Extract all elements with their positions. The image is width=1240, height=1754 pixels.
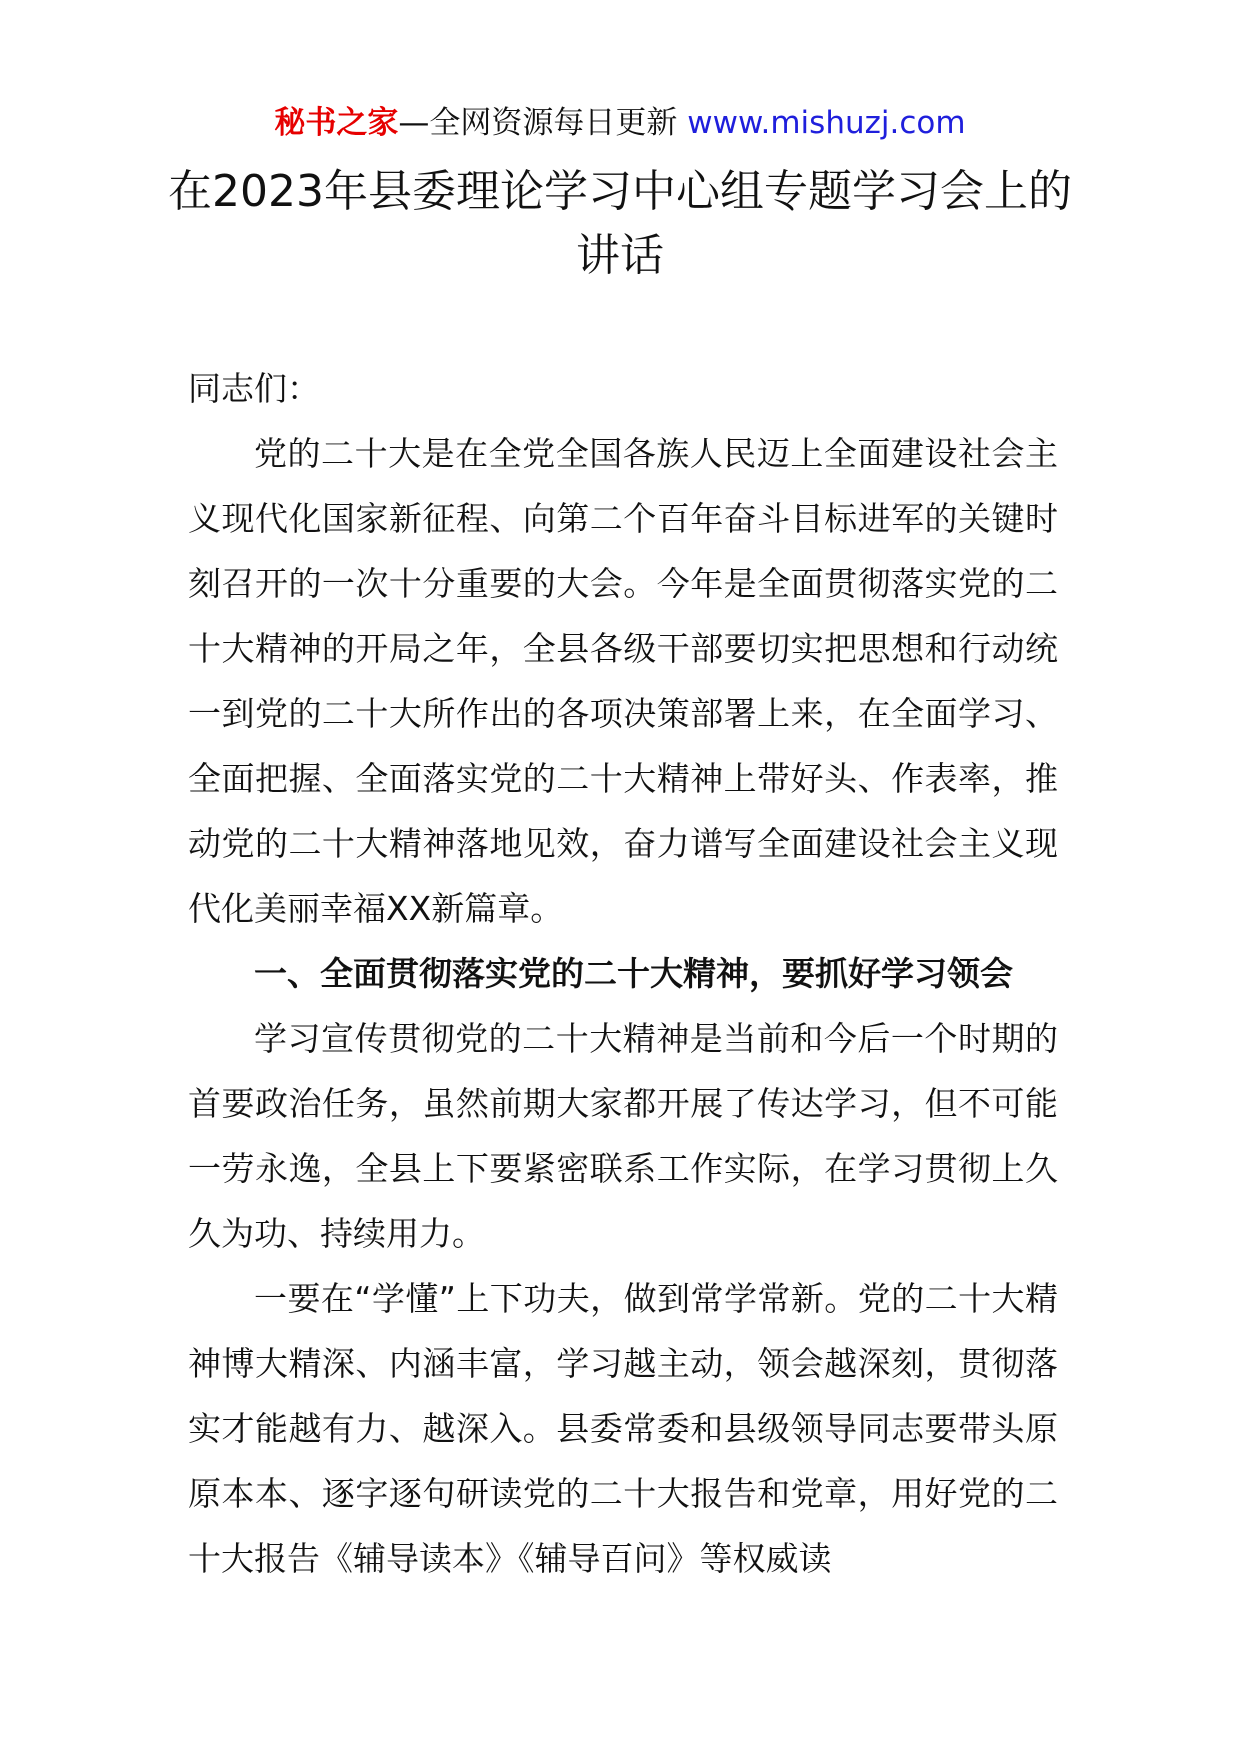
site-watermark xyxy=(0,103,1240,143)
watermark-slogan: —全网资源每日更新 xyxy=(398,105,678,141)
watermark-url: www.mishuzj.com xyxy=(687,105,966,141)
paragraph-study: 学习宣传贯彻党的二十大精神是当前和今后一个时期的首要政治任务，虽然前期大家都开展了传达学习，但不可能一劳永逸，全县上下要紧密联系工作实际，在学习贯彻上久久为功、持续用力。 xyxy=(188,1019,1058,1253)
document-body xyxy=(188,356,1058,1591)
paragraph-understand: 一要在“学懂”上下功夫，做到常学常新。党的二十大精神博大精深、内涵丰富，学习越主动，领会越深刻，贯彻落实才能越有力、越深入。县委常委和县级领导同志要带头原原本本、逐字逐句研读党的二十大报告和党章，用好党的二十大报告《辅导读本》《辅导百问》等权威读 xyxy=(188,1279,1058,1578)
watermark-brand: 秘书之家 xyxy=(274,105,399,141)
document-title: 在2023年县委理论学习中心组专题学习会上的讲话 xyxy=(168,166,1072,281)
section-heading: 一、全面贯彻落实党的二十大精神，要抓好学习领会 xyxy=(254,954,1013,993)
greeting: 同志们： xyxy=(188,369,320,408)
paragraph-intro: 党的二十大是在全党全国各族人民迈上全面建设社会主义现代化国家新征程、向第二个百年奋斗目标进军的关键时刻召开的一次十分重要的大会。今年是全面贯彻落实党的二十大精神的开局之年，全县各级干部要切实把思想和行动统一到党的二十大所作出的各项决策部署上来，在全面学习、全面把握、全面落实党的二十大精神上带好头、作表率，推动党的二十大精神落地见效，奋力谱写全面建设社会主义现代化美丽幸福XX新篇章。 xyxy=(188,434,1058,928)
